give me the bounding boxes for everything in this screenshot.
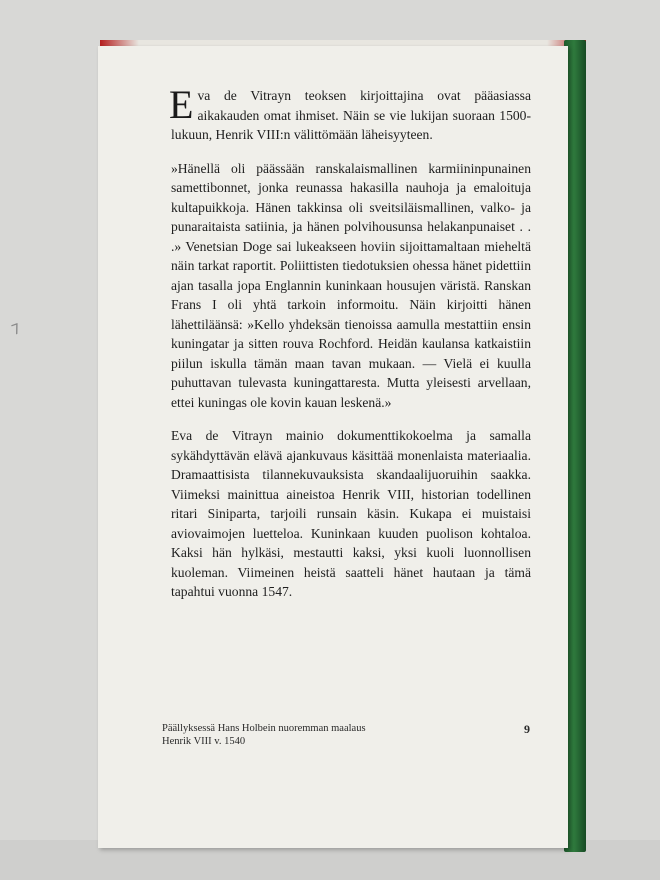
credit-line-2: Henrik VIII v. 1540 [162,736,246,747]
intro-text: va de Vitrayn teoksen kirjoittajina ovat pääasiassa aikakauden omat ihmiset. Näin se vie lukijan suoraan 1500-lukuun, Henrik VIII:n välittömään läheisyyteen. [171,88,531,142]
credit-line-1: Päällyksessä Hans Holbein nuoremman maalaus [162,723,366,734]
intro-paragraph [169,82,531,145]
page-number: 9 [524,722,530,736]
blurb-text [169,82,531,616]
drop-cap: E [169,82,194,127]
back-cover [98,46,568,848]
pencil-mark: 7 [9,320,24,340]
quote-paragraph: »Hänellä oli päässään ranskalaismallinen karmiininpunainen samettibonnet, jonka reunassa hakasilla nauhoja ja emaloituja kultapuikkoja. Hänen takkinsa oli sveitsiläismallinen, valko- ja punaraitaista satiinia, ja hänen polvihousunsa helakanpunaiset . . .» Venetsian Doge sai lukeakseen hoviin sijoittamaltaan mieheltä näin tarkat raportit. Poliittisten tiedotuksien ohessa hänet pidettiin ajan tasalla jopa Englannin kuninkaan housujen väristä. Ranskan Frans I oli yhtä tarkoin informoitu. Näin kirjoitti hänen lähettiläänsä: »Kello yhdeksän tienoissa aamulla mestattiin ensin kuningatar ja sitten rouva Rochford. Heidän kaulansa katkaistiin piilun iskulla tämän maan tavan mukaan. — Vielä ei kuulla puhuttavan tulevasta kuningattaresta. Mutta yleisesti arvellaan, ettei kuningas ole kovin kauan leskenä.» [171,160,531,410]
cover-credit [162,722,462,748]
summary-paragraph: Eva de Vitrayn mainio dokumenttikokoelma ja samalla sykähdyttävän elävä ajankuvaus käsittää monenlaista materiaalia. Dramaattisista tilannekuvauksista skandaalijuoruihin saakka. Viimeksi mainittua aineistoa Henrik VIII, historian todellinen ritari Siniparta, tarjoili runsain käsin. Kukapa ei muistaisi aviovaimojen luetteloa. Kuninkaan kuuden puolison kohtaloa. Kaksi hän hylkäsi, mestautti kaksi, yksi kuoli luonnollisen kuoleman. Viimeinen heistä saatteli hänet hautaan ja tämä tapahtui vuonna 1547. [171,428,531,599]
